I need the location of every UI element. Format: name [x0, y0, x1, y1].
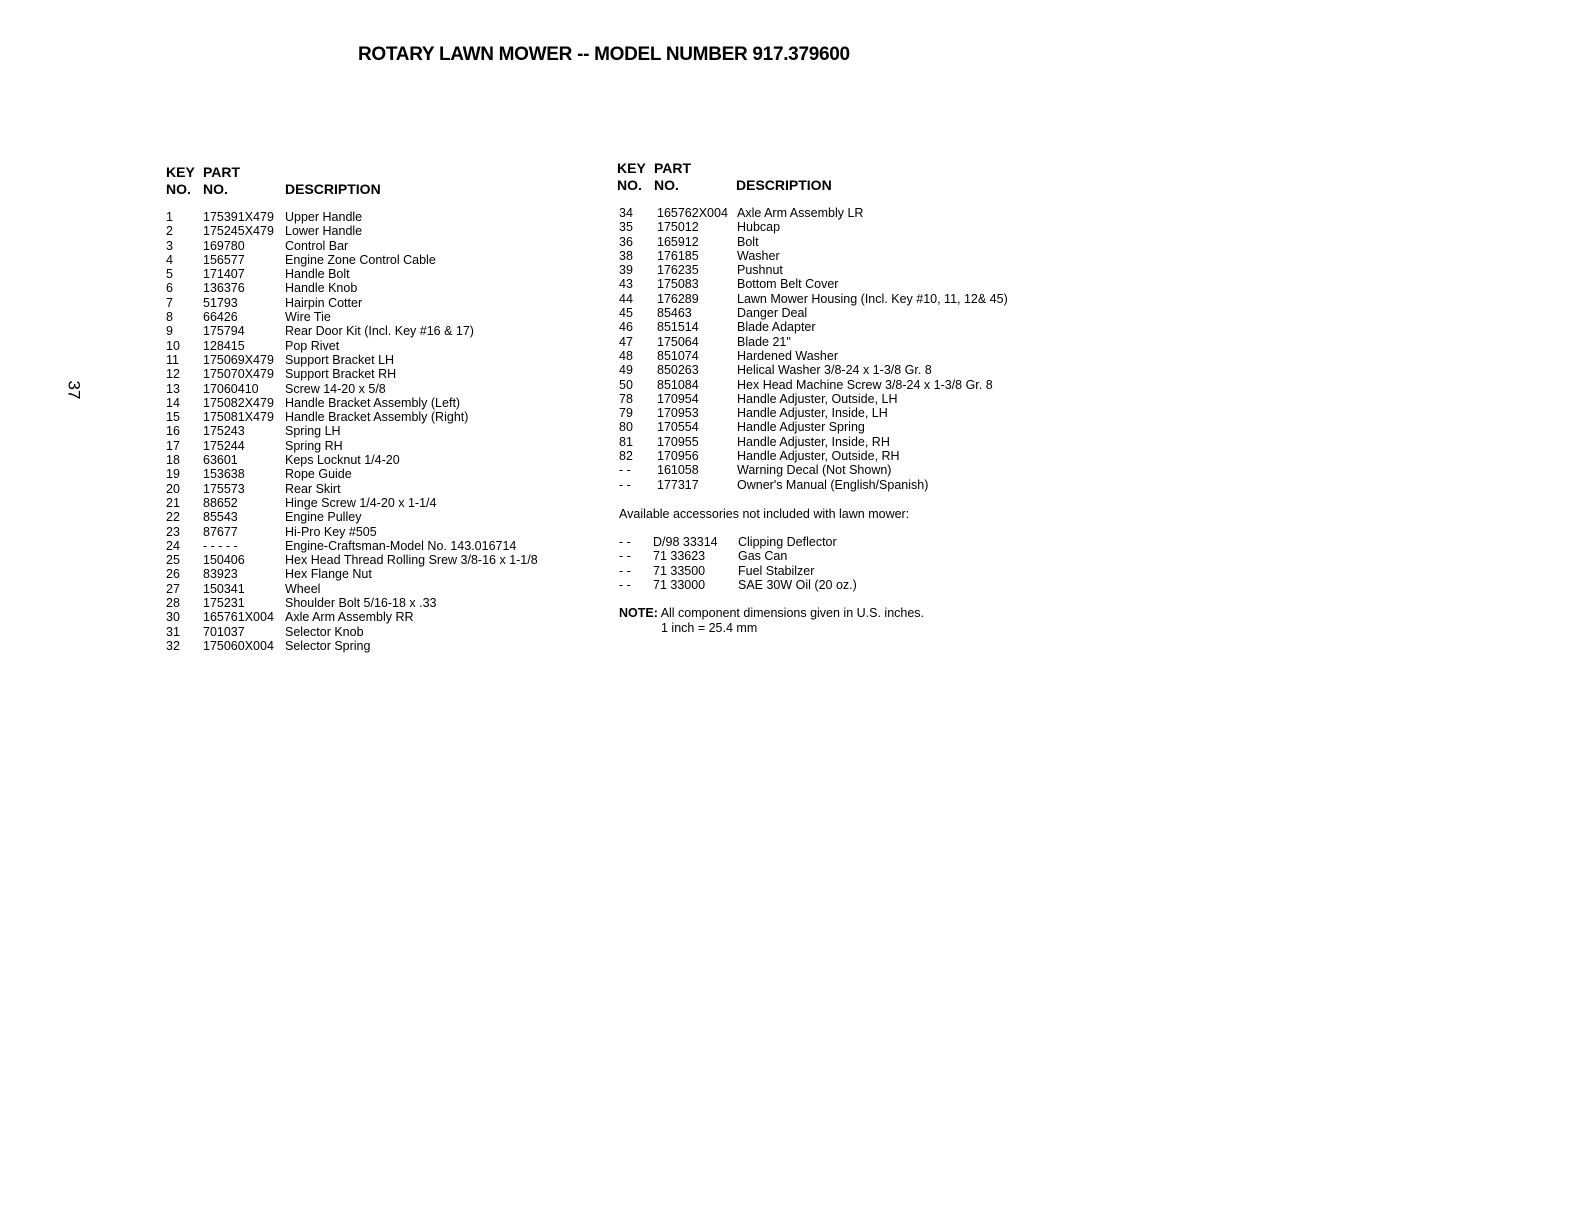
key-number: 25: [166, 553, 180, 568]
part-number: 851084: [657, 377, 699, 392]
part-number: 136376: [203, 281, 245, 296]
key-number: 49: [619, 363, 633, 378]
part-description: Hex Head Machine Screw 3/8-24 x 1-3/8 Gr. 8: [737, 377, 993, 392]
key-number: 35: [619, 220, 633, 235]
part-description: Hardened Washer: [737, 348, 838, 363]
part-description: Keps Locknut 1/4-20: [285, 453, 400, 468]
part-number: 175081X479: [203, 410, 274, 425]
key-number: 9: [166, 324, 173, 339]
part-description: Handle Adjuster, Outside, RH: [737, 449, 900, 464]
part-description: Selector Knob: [285, 624, 364, 639]
key-number: 27: [166, 581, 180, 596]
part-description: Axle Arm Assembly LR: [737, 206, 864, 220]
page-title: ROTARY LAWN MOWER -- MODEL NUMBER 917.379600: [358, 44, 850, 65]
key-number: 38: [619, 248, 633, 263]
part-number: 156577: [203, 252, 245, 267]
part-number: 165912: [657, 234, 699, 249]
description-header: DESCRIPTION: [736, 177, 832, 193]
part-number: 175083: [657, 277, 699, 292]
part-number: 170554: [657, 420, 699, 435]
key-number: 18: [166, 453, 180, 468]
key-number: 11: [166, 352, 179, 367]
key-number: 24: [166, 538, 180, 553]
page-number: 37: [64, 380, 84, 400]
part-number: 150406: [203, 553, 245, 568]
part-description: Hinge Screw 1/4-20 x 1-1/4: [285, 495, 437, 510]
key-number: 7: [166, 295, 173, 310]
note: [619, 606, 924, 620]
part-number: 170953: [657, 406, 699, 421]
key-number: 34: [619, 206, 633, 220]
key-number: 44: [619, 291, 633, 306]
part-header: PART: [203, 164, 241, 180]
part-description: Upper Handle: [285, 210, 363, 224]
part-number: 88652: [203, 495, 238, 510]
part-number: 85463: [657, 306, 692, 321]
description-header: DESCRIPTION: [285, 181, 381, 197]
key-number: 23: [166, 524, 180, 539]
part-number: 177317: [657, 477, 699, 492]
part-description: Gas Can: [738, 549, 788, 564]
part-description: Support Bracket RH: [285, 367, 397, 382]
key-number: 2: [166, 224, 173, 239]
part-number: 165762X004: [657, 206, 728, 220]
part-description: Support Bracket LH: [285, 352, 395, 367]
part-description: Handle Bolt: [285, 267, 350, 282]
part-description: Screw 14-20 x 5/8: [285, 381, 386, 396]
part-number: 150341: [203, 581, 245, 596]
part-number: 175245X479: [203, 224, 274, 239]
part-number: 17060410: [203, 381, 259, 396]
key-number: 79: [619, 406, 633, 421]
accessories-title: Available accessories not included with lawn mower:: [619, 507, 910, 521]
part-description: Shoulder Bolt 5/16-18 x .33: [285, 596, 437, 611]
key-header: KEY: [617, 160, 646, 176]
key-number: 8: [166, 310, 173, 325]
key-number: 81: [619, 434, 633, 449]
part-description: Rear Skirt: [285, 481, 341, 496]
key-number: 46: [619, 320, 633, 335]
note-label: NOTE:: [619, 606, 658, 620]
part-description: Hi-Pro Key #505: [285, 524, 377, 539]
part-number: 128415: [203, 338, 245, 353]
part-description: Spring RH: [285, 438, 343, 453]
part-description: Handle Adjuster, Inside, LH: [737, 406, 888, 421]
part-number: 175794: [203, 324, 245, 339]
key-number: 26: [166, 567, 180, 582]
part-description: Handle Knob: [285, 281, 358, 296]
key-number: 17: [166, 438, 180, 453]
key-number: 28: [166, 596, 180, 611]
part-description: Bottom Belt Cover: [737, 277, 839, 292]
part-number: 71 33000: [653, 577, 706, 592]
part-description: Handle Adjuster, Inside, RH: [737, 434, 890, 449]
key-no-header: NO.: [166, 181, 191, 197]
part-number: 153638: [203, 467, 245, 482]
key-number: 13: [166, 381, 180, 396]
part-number: 175060X004: [203, 638, 274, 653]
part-number: 175231: [203, 596, 245, 611]
part-number: 175391X479: [203, 210, 274, 224]
part-number: 176289: [657, 291, 699, 306]
part-number: 175244: [203, 438, 245, 453]
part-description: Handle Bracket Assembly (Right): [285, 410, 469, 425]
key-number: - -: [619, 477, 631, 492]
part-description: Handle Adjuster, Outside, LH: [737, 391, 898, 406]
part-number: - - - - -: [203, 538, 238, 553]
part-description: Selector Spring: [285, 638, 371, 653]
part-number: D/98 33314: [653, 535, 718, 549]
key-number: 43: [619, 277, 633, 292]
part-no-header: NO.: [654, 177, 679, 193]
part-number: 175070X479: [203, 367, 274, 382]
part-description: Lawn Mower Housing (Incl. Key #10, 11, 12& 45): [737, 291, 1008, 306]
key-number: 19: [166, 467, 180, 482]
note-conversion: 1 inch = 25.4 mm: [661, 621, 758, 635]
key-header: KEY: [166, 164, 195, 180]
part-description: Wire Tie: [285, 310, 331, 325]
part-description: Pop Rivet: [285, 338, 340, 353]
key-number: 45: [619, 306, 633, 321]
key-number: 32: [166, 638, 180, 653]
part-description: Danger Deal: [737, 306, 808, 321]
part-description: Spring LH: [285, 424, 341, 439]
key-number: 3: [166, 238, 173, 253]
part-description: Bolt: [737, 234, 759, 249]
part-number: 51793: [203, 295, 238, 310]
part-description: Engine Pulley: [285, 510, 362, 525]
part-description: Helical Washer 3/8-24 x 1-3/8 Gr. 8: [737, 363, 932, 378]
part-number: 66426: [203, 310, 238, 325]
part-number: 83923: [203, 567, 238, 582]
part-number: 175243: [203, 424, 245, 439]
key-number: 50: [619, 377, 633, 392]
key-number: 5: [166, 267, 173, 282]
part-description: Rope Guide: [285, 467, 352, 482]
part-number: 175069X479: [203, 352, 274, 367]
part-description: Engine Zone Control Cable: [285, 252, 436, 267]
key-number: 20: [166, 481, 180, 496]
part-description: Hex Flange Nut: [285, 567, 372, 582]
part-description: Rear Door Kit (Incl. Key #16 & 17): [285, 324, 474, 339]
key-number: 30: [166, 610, 180, 625]
key-number: - -: [619, 577, 631, 592]
part-number: 170956: [657, 449, 699, 464]
part-description: Pushnut: [737, 263, 783, 278]
key-no-header: NO.: [617, 177, 642, 193]
part-number: 170955: [657, 434, 699, 449]
key-number: 48: [619, 348, 633, 363]
part-description: Fuel Stabilzer: [738, 563, 815, 578]
part-number: 851074: [657, 348, 699, 363]
key-number: 36: [619, 234, 633, 249]
key-number: 39: [619, 263, 633, 278]
part-number: 850263: [657, 363, 699, 378]
key-number: - -: [619, 549, 631, 564]
part-description: Clipping Deflector: [738, 535, 837, 549]
part-number: 170954: [657, 391, 699, 406]
key-number: 14: [166, 395, 180, 410]
key-number: 31: [166, 624, 180, 639]
part-number: 85543: [203, 510, 238, 525]
key-number: 1: [166, 210, 173, 224]
key-number: 22: [166, 510, 180, 525]
part-description: Hairpin Cotter: [285, 295, 363, 310]
key-number: 16: [166, 424, 180, 439]
part-description: Blade Adapter: [737, 320, 816, 335]
part-number: 71 33500: [653, 563, 706, 578]
key-number: 6: [166, 281, 173, 296]
part-number: 175082X479: [203, 395, 274, 410]
part-description: Washer: [737, 248, 780, 263]
part-number: 87677: [203, 524, 238, 539]
part-number: 161058: [657, 463, 699, 478]
part-number: 175064: [657, 334, 699, 349]
key-number: - -: [619, 535, 631, 549]
part-number: 176235: [657, 263, 699, 278]
part-number: 71 33623: [653, 549, 706, 564]
part-description: Hubcap: [737, 220, 781, 235]
key-number: 12: [166, 367, 180, 382]
key-number: 4: [166, 252, 173, 267]
part-description: Hex Head Thread Rolling Srew 3/8-16 x 1-1/8: [285, 553, 538, 568]
part-description: Engine-Craftsman-Model No. 143.016714: [285, 538, 517, 553]
part-description: Warning Decal (Not Shown): [737, 463, 892, 478]
part-number: 165761X004: [203, 610, 274, 625]
key-number: 47: [619, 334, 633, 349]
key-number: - -: [619, 463, 631, 478]
part-number: 175573: [203, 481, 245, 496]
part-number: 171407: [203, 267, 245, 282]
part-number: 701037: [203, 624, 245, 639]
part-description: Handle Bracket Assembly (Left): [285, 395, 461, 410]
key-number: 82: [619, 449, 633, 464]
part-description: SAE 30W Oil (20 oz.): [738, 577, 857, 592]
part-no-header: NO.: [203, 181, 228, 197]
part-description: Lower Handle: [285, 224, 363, 239]
part-number: 851514: [657, 320, 699, 335]
key-number: 80: [619, 420, 633, 435]
part-number: 176185: [657, 248, 699, 263]
key-number: - -: [619, 563, 631, 578]
part-description: Wheel: [285, 581, 321, 596]
part-description: Owner's Manual (English/Spanish): [737, 477, 929, 492]
part-number: 169780: [203, 238, 245, 253]
part-description: Control Bar: [285, 238, 349, 253]
key-number: 10: [166, 338, 180, 353]
part-number: 175012: [657, 220, 699, 235]
part-header: PART: [654, 160, 692, 176]
part-description: Blade 21": [737, 334, 791, 349]
part-description: Handle Adjuster Spring: [737, 420, 865, 435]
key-number: 15: [166, 410, 180, 425]
note-text: All component dimensions given in U.S. inches.: [660, 606, 925, 620]
part-description: Axle Arm Assembly RR: [285, 610, 414, 625]
part-number: 63601: [203, 453, 238, 468]
key-number: 21: [166, 495, 180, 510]
key-number: 78: [619, 391, 633, 406]
